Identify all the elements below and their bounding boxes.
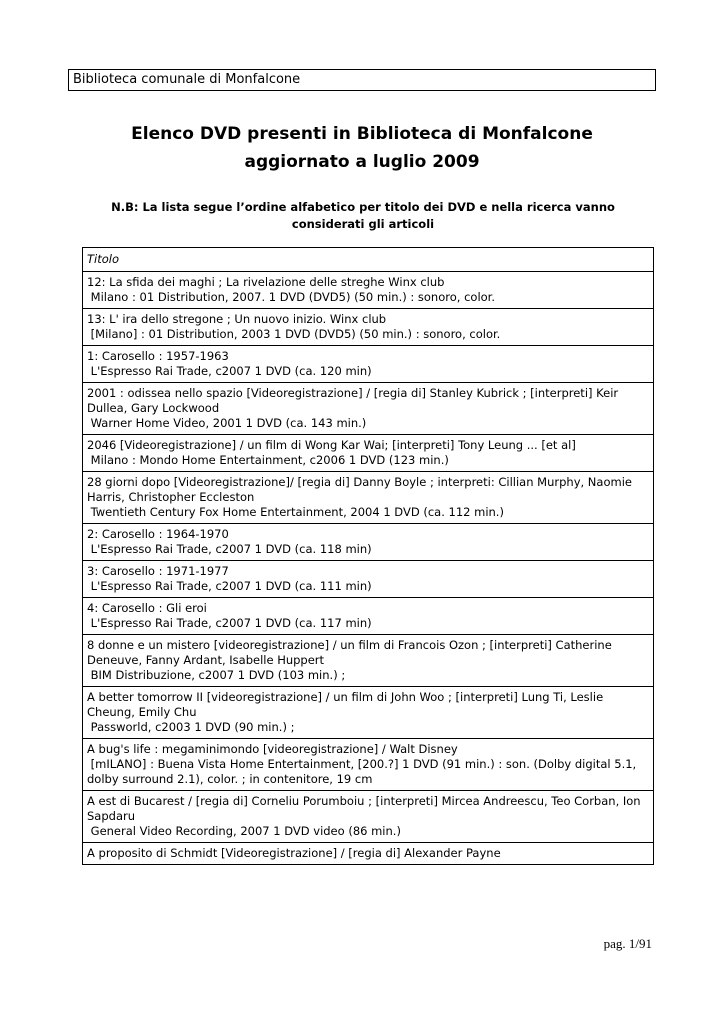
dvd-title: 2: Carosello : 1964-1970 <box>87 527 229 541</box>
table-header-row <box>83 248 654 272</box>
column-header-titolo: Titolo <box>83 248 654 272</box>
table-row <box>83 435 654 472</box>
dvd-entry-cell <box>83 635 654 687</box>
dvd-entry-cell <box>83 309 654 346</box>
dvd-publication-details: BIM Distribuzione, c2007 1 DVD (103 min.) ; <box>87 668 346 682</box>
dvd-title: 2046 [Videoregistrazione] / un film di Wong Kar Wai; [interpreti] Tony Leung ... [et al] <box>87 438 576 452</box>
dvd-title: A proposito di Schmidt [Videoregistrazione] / [regia di] Alexander Payne <box>87 846 501 860</box>
dvd-title: A bug's life : megaminimondo [videoregistrazione] / Walt Disney <box>87 742 458 756</box>
table-row <box>83 791 654 843</box>
dvd-publication-details: [mILANO] : Buena Vista Home Entertainment, [200.?] 1 DVD (91 min.) : son. (Dolby digital 5.1, dolby surround 2.1), color. ; in contenitore, 19 cm <box>87 757 640 786</box>
dvd-title: 3: Carosello : 1971-1977 <box>87 564 229 578</box>
dvd-publication-details: L'Espresso Rai Trade, c2007 1 DVD (ca. 117 min) <box>87 616 372 630</box>
dvd-entry-cell <box>83 739 654 791</box>
dvd-publication-details: Warner Home Video, 2001 1 DVD (ca. 143 min.) <box>87 416 367 430</box>
dvd-title: 2001 : odissea nello spazio [Videoregistrazione] / [regia di] Stanley Kubrick ; [interpreti] Keir Dullea, Gary Lockwood <box>87 386 619 415</box>
dvd-publication-details: Milano : Mondo Home Entertainment, c2006 1 DVD (123 min.) <box>87 453 449 467</box>
dvd-entry-cell <box>83 791 654 843</box>
document-title: Elenco DVD presenti in Biblioteca di Monfalcone <box>131 124 593 144</box>
dvd-publication-details: Milano : 01 Distribution, 2007. 1 DVD (DVD5) (50 min.) : sonoro, color. <box>87 290 495 304</box>
dvd-publication-details: [Milano] : 01 Distribution, 2003 1 DVD (DVD5) (50 min.) : sonoro, color. <box>87 327 501 341</box>
dvd-title: 1: Carosello : 1957-1963 <box>87 349 229 363</box>
dvd-publication-details: L'Espresso Rai Trade, c2007 1 DVD (ca. 118 min) <box>87 542 372 556</box>
dvd-publication-details: General Video Recording, 2007 1 DVD video (86 min.) <box>87 824 401 838</box>
dvd-title: A better tomorrow II [videoregistrazione] / un film di John Woo ; [interpreti] Lung Ti, Leslie Cheung, Emily Chu <box>87 690 604 719</box>
table-row <box>83 635 654 687</box>
page-number: pag. 1/91 <box>603 936 652 951</box>
table-row <box>83 687 654 739</box>
table-row <box>83 524 654 561</box>
dvd-title: A est di Bucarest / [regia di] Corneliu Porumboiu ; [interpreti] Mircea Andreescu, Teo Corban, Ion Sapdaru <box>87 794 641 823</box>
table-row <box>83 843 654 865</box>
dvd-entry-cell <box>83 272 654 309</box>
table-row <box>83 383 654 435</box>
dvd-entry-cell <box>83 435 654 472</box>
dvd-title: 12: La sfida dei maghi ; La rivelazione delle streghe Winx club <box>87 275 445 289</box>
dvd-entry-cell <box>83 843 654 865</box>
library-header: Biblioteca comunale di Monfalcone <box>68 69 656 91</box>
dvd-publication-details: L'Espresso Rai Trade, c2007 1 DVD (ca. 120 min) <box>87 364 372 378</box>
dvd-catalog-table <box>82 247 654 865</box>
table-row <box>83 346 654 383</box>
dvd-title: 13: L' ira dello stregone ; Un nuovo inizio. Winx club <box>87 312 387 326</box>
table-row <box>83 598 654 635</box>
dvd-title: 4: Carosello : Gli eroi <box>87 601 207 615</box>
dvd-entry-cell <box>83 383 654 435</box>
dvd-entry-cell <box>83 561 654 598</box>
dvd-title: 28 giorni dopo [Videoregistrazione]/ [regia di] Danny Boyle ; interpreti: Cillian Murphy, Naomie Harris, Christopher Eccleston <box>87 475 632 504</box>
dvd-publication-details: L'Espresso Rai Trade, c2007 1 DVD (ca. 111 min) <box>87 579 372 593</box>
dvd-title: 8 donne e un mistero [videoregistrazione] / un film di Francois Ozon ; [interpreti] Catherine Deneuve, Fanny Ardant, Isabelle Huppert <box>87 638 612 667</box>
dvd-entry-cell <box>83 524 654 561</box>
table-row <box>83 309 654 346</box>
ordering-note: N.B: La lista segue l’ordine alfabetico per titolo dei DVD e nella ricerca vanno considerati gli articoli <box>111 200 615 231</box>
dvd-entry-cell <box>83 346 654 383</box>
dvd-entry-cell <box>83 687 654 739</box>
table-row <box>83 739 654 791</box>
dvd-entry-cell <box>83 472 654 524</box>
dvd-entry-cell <box>83 598 654 635</box>
dvd-publication-details: Passworld, c2003 1 DVD (90 min.) ; <box>87 720 295 734</box>
document-subtitle: aggiornato a luglio 2009 <box>244 152 480 172</box>
dvd-publication-details: Twentieth Century Fox Home Entertainment, 2004 1 DVD (ca. 112 min.) <box>87 505 504 519</box>
table-row <box>83 272 654 309</box>
table-row <box>83 561 654 598</box>
table-row <box>83 472 654 524</box>
